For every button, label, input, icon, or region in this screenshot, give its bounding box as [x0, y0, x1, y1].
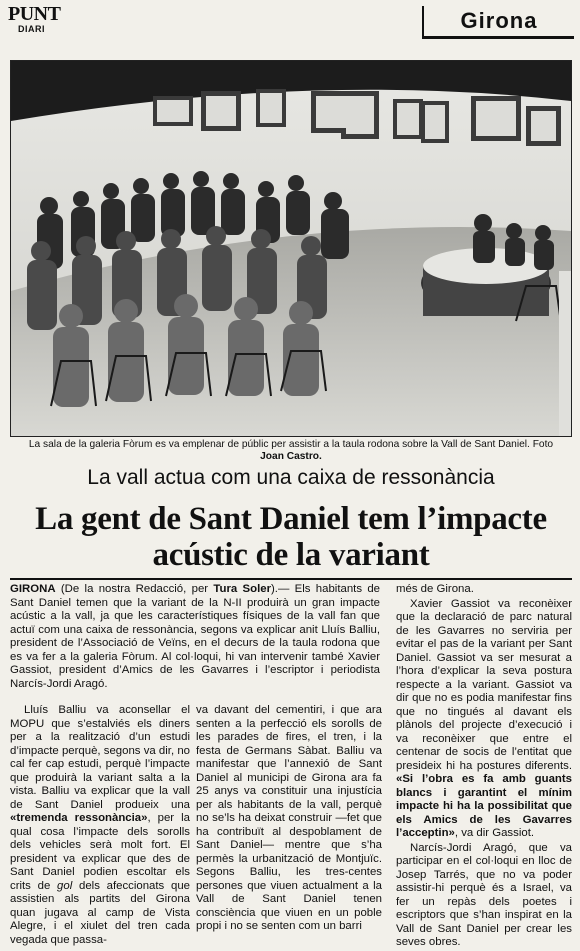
photo-caption: [10, 439, 572, 463]
article-column-2: [196, 704, 382, 935]
photo-caption-text: La sala de la galeria Fòrum es va emplenar de públic per assistir a la taula rodona sobre la Vall de Sant Daniel. Foto: [28, 439, 554, 450]
headline-rule: [10, 578, 572, 580]
col3-text-b: , va dir Gassiot.: [454, 827, 535, 839]
col1-quote: «tremenda ressonància»: [10, 812, 148, 824]
audience-photo-illustration: [11, 61, 571, 436]
col1-italic-word: gol: [57, 879, 73, 892]
col3-text-a: Xavier Gassiot va reconèixer que la declaració de parc natural de les Gavarres no serviria per evitar el pas de la variant per Sant Daniel. Gassiot va ser mesurat a l’hora d’explicar la seva postura respecte a la variant. Gassiot va dir que no es podia manifestar fins que no tingués al davant els plànols del projecte d’execució i va reconèixer que entre el centenar de socis de l’entitat que presideix hi ha postures diferents.: [396, 597, 572, 772]
article-headline: La gent de Sant Daniel tem l’impacte acústic de la variant: [35, 501, 547, 573]
col3-continuation: més de Girona.: [396, 583, 474, 595]
byline-pre: (De la nostra Redacció, per: [55, 583, 214, 595]
article-column-1: [10, 704, 190, 948]
masthead: [8, 2, 574, 42]
col1-text-b: , per la qual cosa l’impacte dels sorolls dels vehicles serà molt fort. El president va explicar que des de Sant Daniel podien escoltar els crits de: [10, 812, 190, 892]
dateline: GIRONA: [10, 583, 56, 595]
col3-paragraph-2: Narcís-Jordi Aragó, que va participar en el col·loqui en lloc de Josep Tarrés, que no va poder assistir-hi perquè és a Israel, va fer un repàs dels poetes i escriptors que s’han inspirat en la Vall de Sant Daniel per crear les seves obres.: [396, 841, 572, 948]
col2-text: va davant del cementiri, i que ara senten a la perfecció els sorolls de les parades de fires, el tren, i la festa de Germans Sàbat. Balliu va manifestar que l’annexió de Sant Daniel al municipi de Girona ara fa 25 anys va constituir una injustícia per als habitants de la vall, perquè no se’ls ha deixat construir —fet que ha contribuït al despoblament de Sant Daniel— mentre que s’ha permès la urbanització de Montjuïc. Segons Balliu, les tres-centes persones que viuen actualment a la Vall de Sant Daniel tenen consciència que viuen en un poble propi i no se senten com un barri: [196, 704, 382, 932]
col1-text-a: Lluís Balliu va aconsellar el MOPU que s’estalviés els diners per a la realització d’un estudi d’impacte perquè, segons va dir, no cal fer cap estudi, perquè l’impacte que produirà la variant salta a la vista. Balliu va explicar que la vall de Sant Daniel produeix una: [10, 704, 190, 811]
article-kicker: La vall actua com una caixa de ressonància: [87, 466, 495, 489]
lead-text: ).— Els habitants de Sant Daniel temen que la variant de la N-II produirà un gran impacte acústic a la vall, ja que les característiques físiques de la vall fan que actuï com una caixa de ressonància, segons va explicar anit Lluís Balliu, president de l’Associació de Veïns, en el decurs de la taula rodona que es va fer a la galeria Fòrum. Al col·loqui, hi van intervenir també Xavier Gassiot, president d’Amics de les Gavarres i l’escriptor i periodista Narcís-Jordi Aragó.: [10, 583, 380, 690]
newspaper-logo: PUNT: [8, 3, 61, 25]
col1-text-c: dels afeccionats que assistien als partits del Girona quan jugava al camp de Vista Alegre, i el xiulet del tren cada vegada que passa-: [10, 879, 190, 946]
section-label: Girona: [422, 6, 574, 39]
photo-credit: Joan Castro.: [260, 451, 322, 462]
byline-name: Tura Soler: [213, 583, 272, 595]
newspaper-logo-subtitle: DIARI: [18, 24, 45, 34]
col3-quote: «Si l’obra es fa amb guants blancs i garantint el mínim impacte hi ha la possibilitat que els Amics de les Gavarres l’acceptin»: [396, 773, 572, 839]
article-lead: [10, 583, 380, 692]
news-photo: [10, 60, 572, 437]
article-column-3: [396, 583, 572, 951]
